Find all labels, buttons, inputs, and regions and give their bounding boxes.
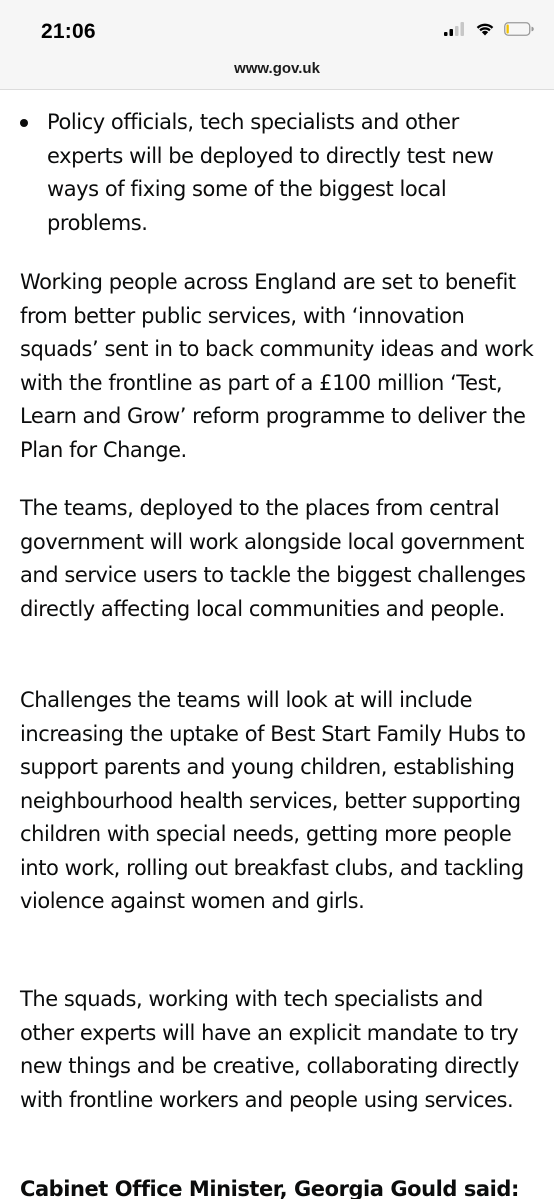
cellular-signal-icon (444, 22, 466, 41)
bullet-item (20, 106, 540, 240)
wifi-icon (475, 22, 495, 41)
article-content (0, 90, 554, 1199)
status-time: 21:06 (41, 20, 96, 43)
status-icons (444, 22, 534, 41)
battery-icon (504, 22, 534, 41)
bullet-list (20, 106, 540, 240)
bullet-dot-icon (20, 119, 28, 127)
paragraph: The squads, working with tech specialists and other experts will have an explicit mandate to try new things and be creative, collaborating directly with frontline workers and people using services. (20, 987, 519, 1112)
bullet-item-text: Policy officials, tech specialists and other experts will be deployed to directly test new ways of fixing some of the biggest local problems. (47, 110, 494, 235)
paragraph: Working people across England are set to benefit from better public services, with ‘innovation squads’ sent in to back community ideas and work with the frontline as part of a £100 million ‘Test, Learn and Grow’ reform programme to deliver the Plan for Change. (20, 270, 534, 462)
section-subheading: Cabinet Office Minister, Georgia Gould said: (20, 1177, 519, 1199)
paragraph: Challenges the teams will look at will include increasing the uptake of Best Start Family Hubs to support parents and young children, establishing neighbourhood health services, better supporting children with special needs, getting more people into work, rolling out breakfast clubs, and tackling violence against women and girls. (20, 688, 526, 913)
address-bar[interactable] (0, 58, 554, 90)
status-bar (0, 0, 554, 58)
paragraph: The teams, deployed to the places from central government will work alongside local government and service users to tackle the biggest challenges directly affecting local communities and people. (20, 496, 526, 621)
url-text[interactable]: www.gov.uk (234, 60, 320, 77)
